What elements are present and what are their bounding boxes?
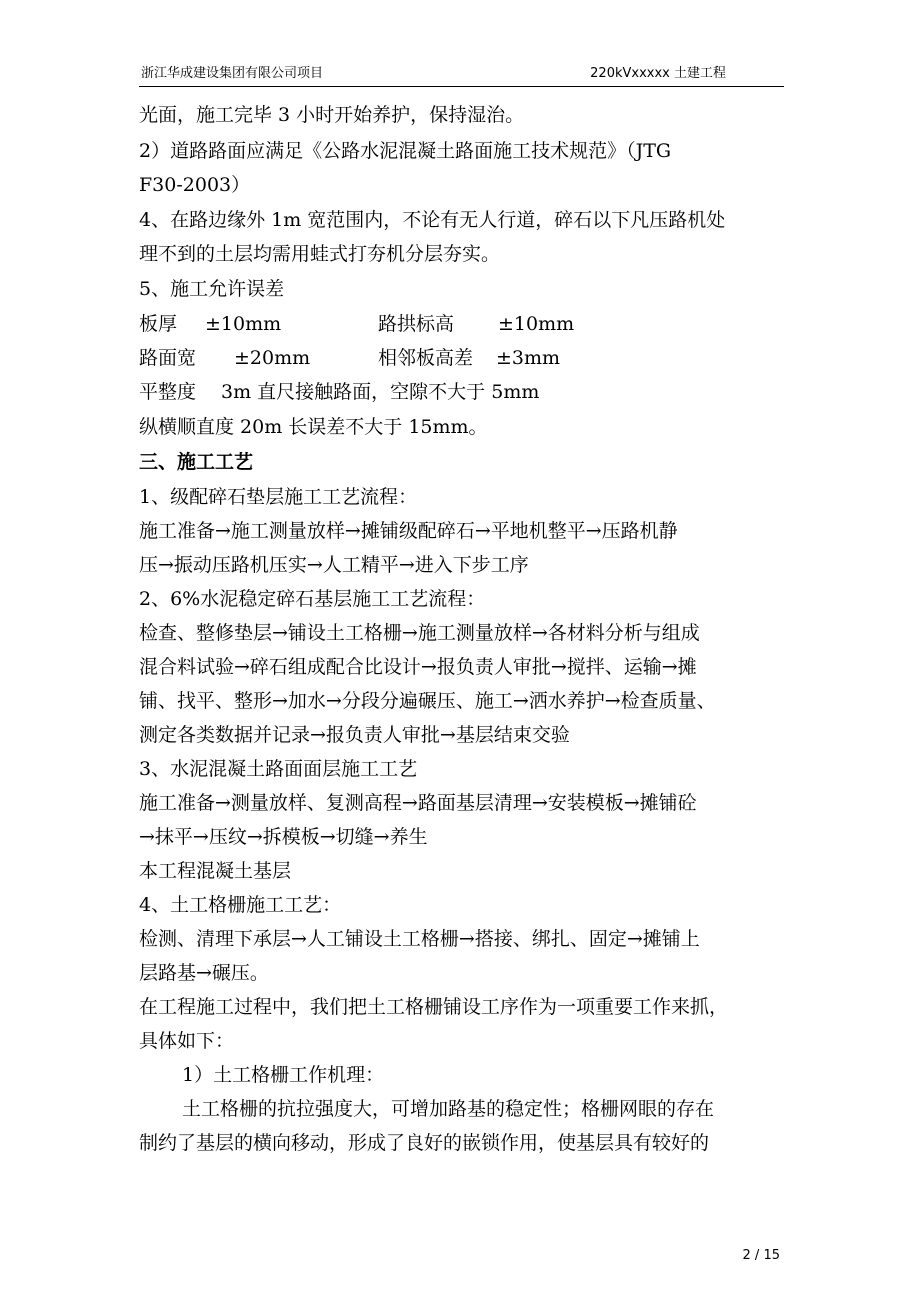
text-line: 4、土工格栅施工工艺： [139, 894, 342, 916]
tolerance-label: 相邻板高差 [378, 347, 474, 369]
tolerance-value: ±10mm [498, 313, 575, 335]
tolerance-value: ±10mm [205, 313, 282, 335]
header-project: 220kVxxxxx 土建工程 [590, 66, 726, 81]
text-line: 检测、清理下承层→人工铺设土工格栅→搭接、绑扎、固定→摊铺上 [139, 928, 700, 950]
tolerance-label: 路面宽 [139, 347, 197, 369]
straightness-line: 纵横顺直度 20m 长误差不大于 15mm。 [139, 416, 488, 438]
flatness-line: 平整度 3m 直尺接触路面，空隙不大于 5mm [139, 381, 540, 403]
text-line: 检查、整修垫层→铺设土工格栅→施工测量放样→各材料分析与组成 [139, 622, 700, 644]
text-line: 具体如下： [139, 1030, 235, 1052]
tolerance-label: 板厚 [139, 313, 178, 335]
text-line: 2、6%水泥稳定碎石基层施工工艺流程： [139, 588, 486, 610]
text-line: 2）道路路面应满足《公路水泥混凝土路面施工技术规范》（JTG [139, 140, 672, 162]
text-line: 土工格栅的抗拉强度大，可增加路基的稳定性；格栅网眼的存在 [182, 1098, 715, 1120]
text-line: 理不到的土层均需用蛙式打夯机分层夯实。 [139, 243, 501, 265]
tolerance-row [139, 345, 619, 371]
text-line: 混合料试验→碎石组成配合比设计→报负责人审批→搅拌、运输→摊 [139, 656, 697, 678]
page-header [139, 64, 784, 87]
tolerance-label: 路拱标高 [378, 313, 455, 335]
text-line: 压→振动压路机压实→人工精平→进入下步工序 [139, 554, 529, 576]
text-line: 4、在路边缘外 1m 宽范围内，不论有无人行道，碎石以下凡压路机处 [139, 209, 726, 231]
section-title: 三、施工工艺 [139, 451, 254, 473]
tolerance-row [139, 311, 619, 337]
subheading: 1）土工格栅工作机理： [182, 1064, 385, 1086]
text-line: 5、施工允许误差 [139, 278, 285, 300]
tolerance-value: ±20mm [234, 347, 311, 369]
text-line: 光面，施工完毕 3 小时开始养护，保持湿治。 [139, 104, 525, 126]
text-line: 测定各类数据并记录→报负责人审批→基层结束交验 [139, 724, 570, 746]
text-line: 3、水泥混凝土路面面层施工工艺 [139, 758, 418, 780]
tolerance-value: ±3mm [496, 347, 561, 369]
text-line: 层路基→碾压。 [139, 962, 269, 984]
text-line: F30-2003） [139, 174, 251, 196]
text-line: 制约了基层的横向移动，形成了良好的嵌锁作用，使基层具有较好的 [139, 1132, 710, 1154]
text-line: 施工准备→测量放样、复测高程→路面基层清理→安装模板→摊铺砼 [139, 792, 697, 814]
text-line: 施工准备→施工测量放样→摊铺级配碎石→平地机整平→压路机静 [139, 520, 678, 542]
text-line: 1、级配碎石垫层施工工艺流程： [139, 486, 418, 508]
text-line: 在工程施工过程中，我们把土工格栅铺设工序作为一项重要工作来抓， [139, 996, 729, 1018]
text-line: →抹平→压纹→拆模板→切缝→养生 [139, 826, 428, 848]
header-company: 浙江华成建设集团有限公司项目 [141, 66, 324, 81]
text-line: 本工程混凝土基层 [139, 860, 292, 882]
page-number: 2 / 15 [742, 1248, 780, 1263]
text-line: 铺、找平、整形→加水→分段分遍碾压、施工→洒水养护→检查质量、 [139, 690, 716, 712]
